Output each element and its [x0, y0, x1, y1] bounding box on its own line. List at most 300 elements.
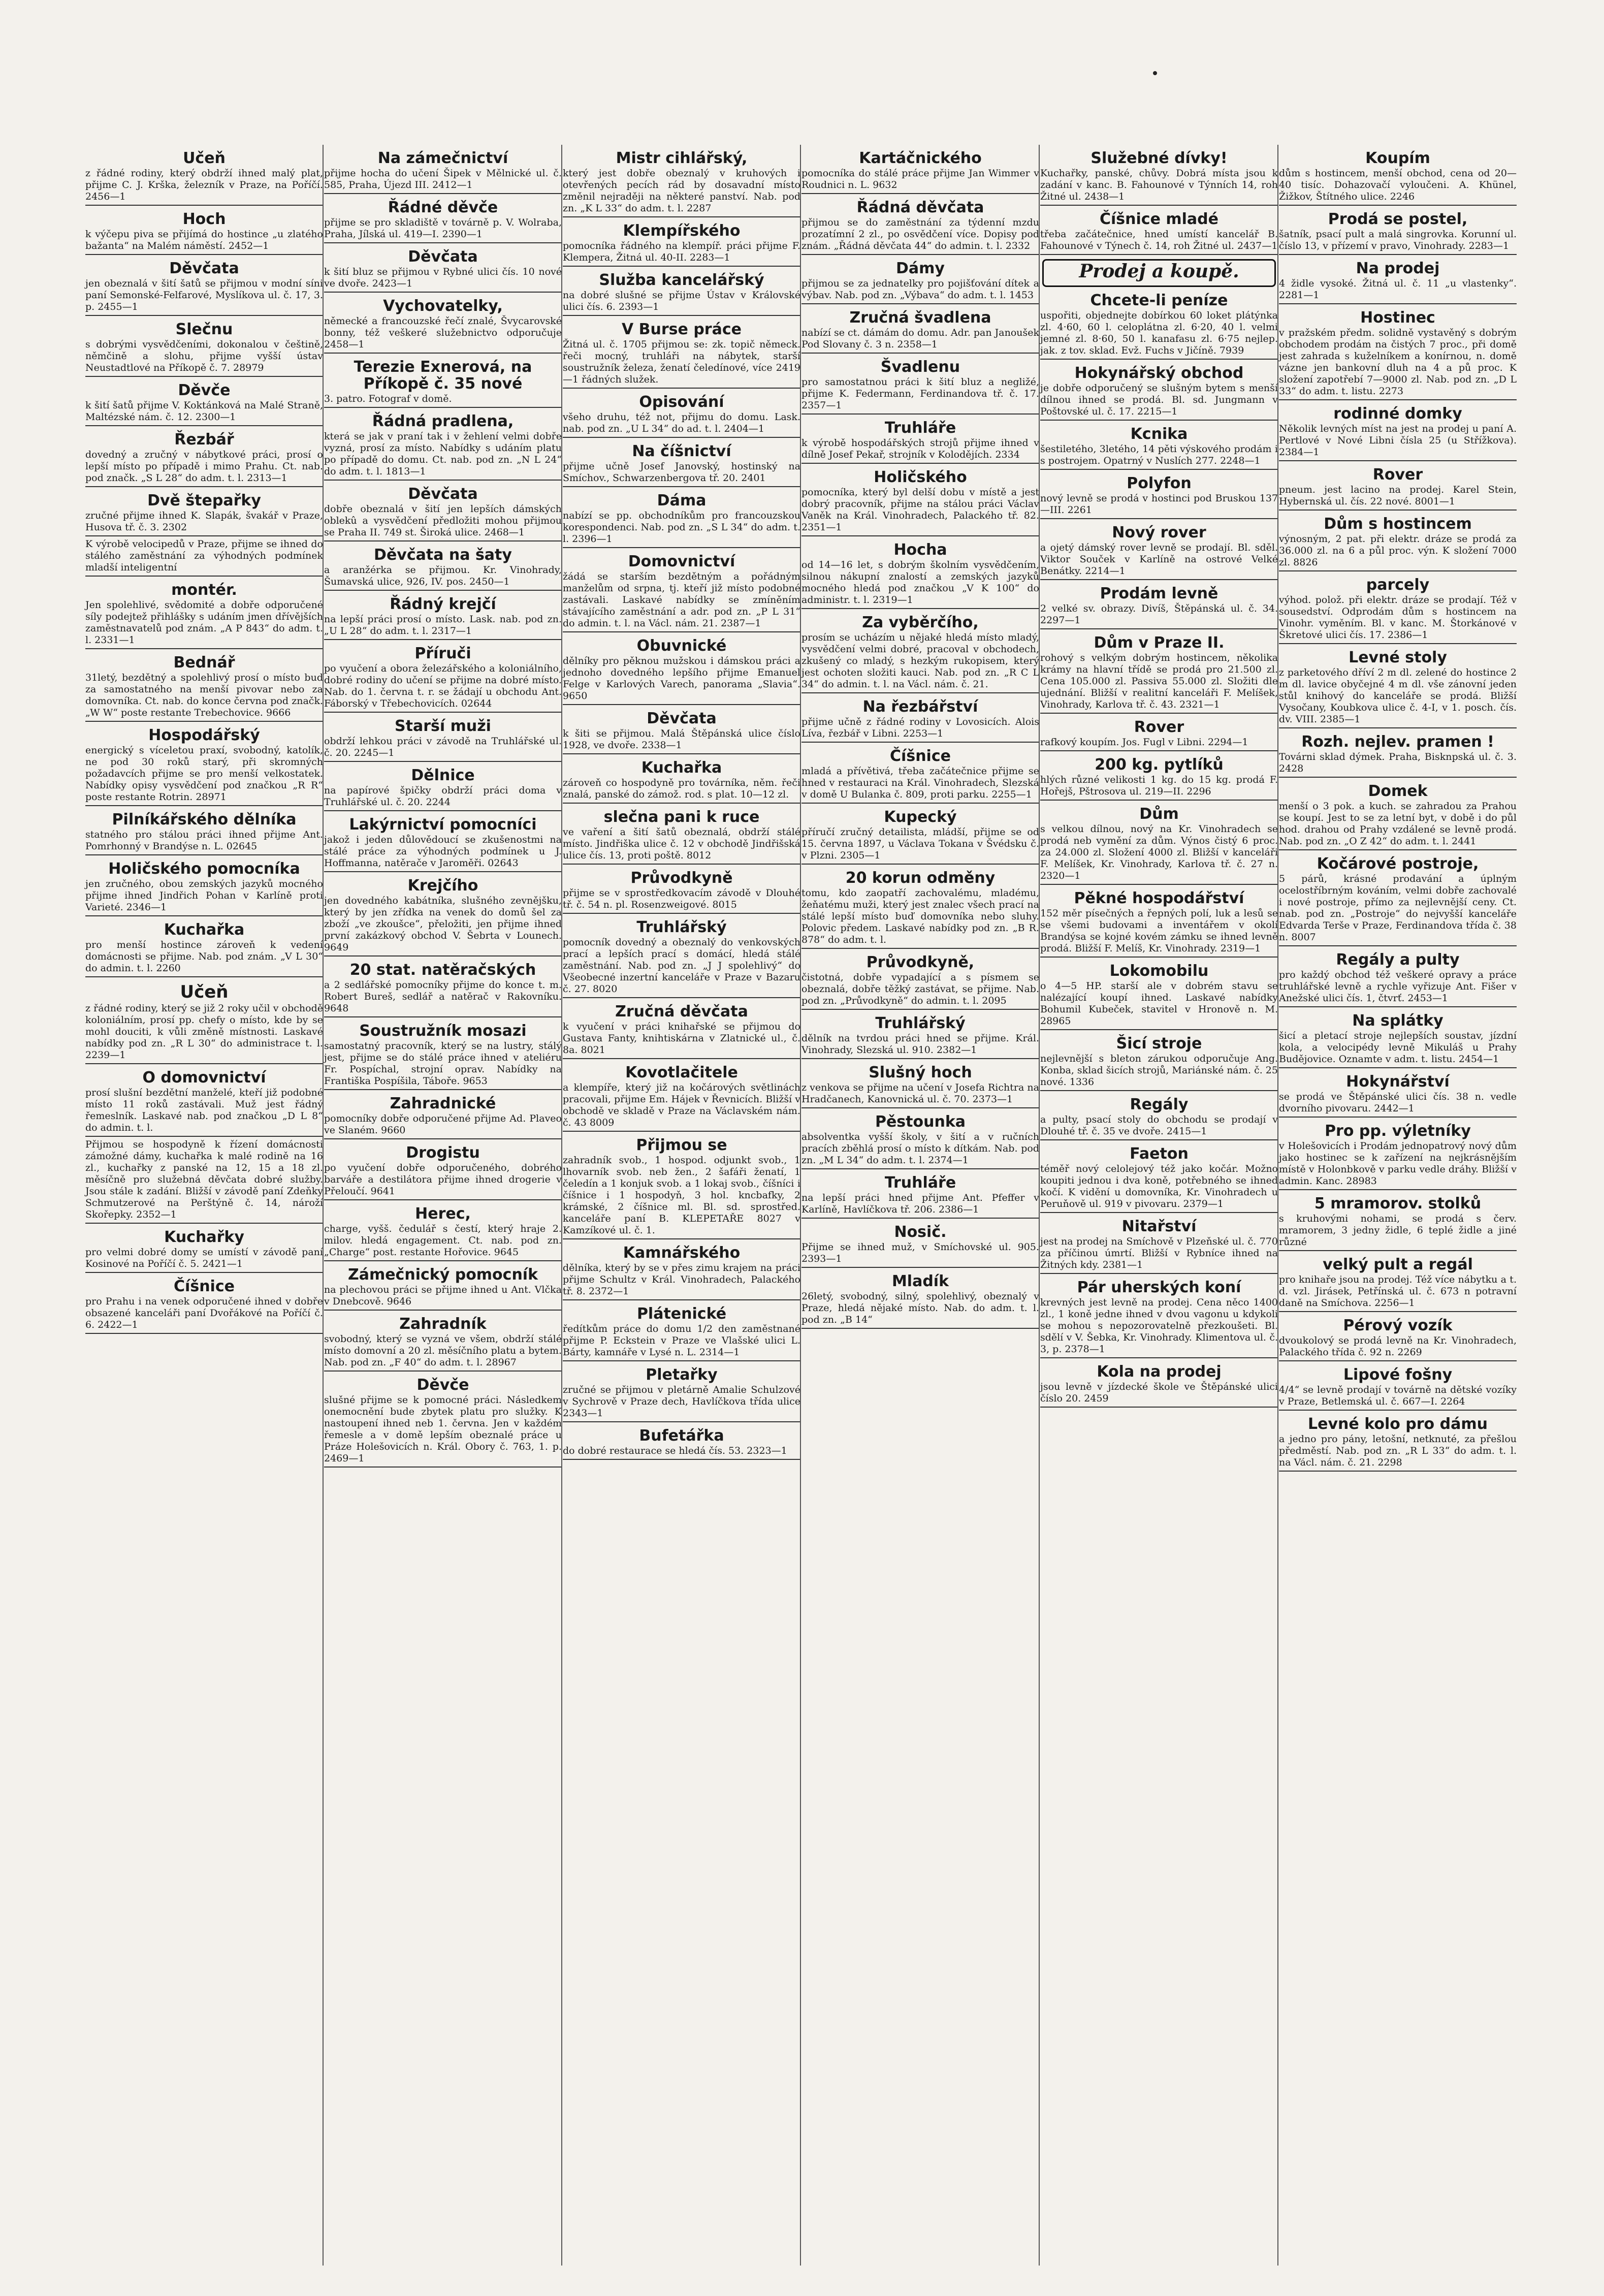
ad-heading: Učeň [180, 982, 229, 1002]
ad-heading: Levné kolo pro dámu [1308, 1415, 1488, 1433]
ad-body: na papírové špičky obdrží práci doma v Truhlářské ul. č. 20. 2244 [324, 785, 562, 808]
ad-divider [1040, 254, 1278, 255]
ad-heading: Bufetářka [639, 1427, 724, 1445]
ad-divider [801, 1058, 1039, 1059]
column-rule [800, 145, 801, 2266]
ad-heading: Číšnice [174, 1278, 235, 1295]
ad-body: 2 velké sv. obrazy. Divíš, Štěpánská ul. č. 34. 2297—1 [1040, 603, 1278, 626]
ad-body: a jedno pro pány, letošní, netknuté, za přešlou předměstí. Nab. pod zn. „R L 33“ do adm. t. l. na Václ. nám. č. 21. 2298 [1279, 1433, 1517, 1468]
ad-column-3 [563, 145, 800, 1462]
ad-divider [801, 193, 1039, 194]
ad-heading: Pěkné hospodářství [1074, 889, 1244, 907]
ad-divider [85, 721, 323, 722]
ad-divider [324, 480, 562, 481]
ad-divider [1040, 1029, 1278, 1030]
ad-divider [1279, 303, 1517, 304]
ad-divider [563, 753, 800, 754]
ad-divider [801, 1267, 1039, 1268]
ad-divider [324, 1260, 562, 1261]
ad-heading: Zručná děvčata [615, 1003, 748, 1021]
ad-divider [1040, 800, 1278, 801]
ad-heading: Prodám levně [1100, 585, 1218, 602]
ad-body: jsou levně v jízdecké škole ve Štěpánské ulici číslo 20. 2459 [1040, 1381, 1278, 1404]
ad-heading: Děvčata [647, 710, 717, 727]
ad-divider [85, 486, 323, 487]
ad-body: pro Prahu i na venek odporučené ihned v dobře obsazené kanceláři paní Dvořákové na Poříčí č. 6. 2422—1 [85, 1296, 323, 1330]
ad-divider [1040, 579, 1278, 580]
ad-divider [563, 315, 800, 316]
ad-heading: Kuchařky [164, 1228, 244, 1246]
ad-divider [1279, 509, 1517, 511]
ad-heading: Polyfon [1127, 474, 1192, 492]
ad-heading: Regály a pulty [1336, 951, 1460, 969]
ad-heading: Truhlářský [636, 918, 727, 936]
ad-divider [85, 425, 323, 426]
ad-column-6 [1279, 145, 1517, 1474]
ad-divider [563, 437, 800, 438]
ad-body: výhod. polož. při elektr. dráze se prodají. Též v sousedství. Odprodám dům s hostincem na Vinohr. vyměním. Bl. v kanc. M. Štorkánové v Škretové ulici čís. 17. 2386—1 [1279, 594, 1517, 641]
ad-divider [1279, 727, 1517, 728]
ad-divider [1279, 1311, 1517, 1312]
ad-body: energický s víceletou praxí, svobodný, katolík, ne pod 30 roků starý, při skromných požadavcích přijme se pro menší velkostatek. Nabídky opisy vysvědčení pod značkou „R R“ poste restante Rotrin. 28971 [85, 745, 323, 803]
ad-heading: 20 stat. natěračských [349, 961, 536, 979]
ad-divider [85, 1333, 323, 1334]
ad-heading: Přijmou se [636, 1136, 727, 1154]
ad-body: 4/4“ se levně prodají v továrně na dětské vozíky v Praze, Betlemská ul. č. 667—I. 2264 [1279, 1384, 1517, 1407]
ad-divider [563, 803, 800, 804]
ad-divider [85, 315, 323, 316]
ad-heading: Zámečnický pomocník [347, 1266, 538, 1284]
ad-heading: Koupím [1365, 149, 1430, 167]
ad-divider [1040, 420, 1278, 421]
ad-heading: Holičského [874, 468, 967, 486]
ad-heading: Na řezbářství [862, 698, 978, 716]
ad-divider [563, 997, 800, 998]
ad-body: menší o 3 pok. a kuch. se zahradou za Prahou se koupí. Jest to se za letní byt, v době i do půl hod. drahou od Prahy vzdálené se levně prodá. Nab. pod zn. „O Z 42“ do adm. t. l. 2441 [1279, 801, 1517, 847]
ad-body: jen dovedného kabátníka, slušného zevnějšku, který by jen zřídka na venek do domů šel za zboží „ve zkoušce“, přeložiti, jen přijme ihned první zakázkový obchod V. Šebrta v Lounech. 9649 [324, 895, 562, 953]
ad-divider [563, 1238, 800, 1239]
ad-heading: 200 kg. pytlíků [1095, 756, 1224, 774]
ad-divider [324, 1016, 562, 1017]
ad-body: Továrni sklad dýmek. Praha, Bisknpská ul. č. 3. 2428 [1279, 751, 1517, 774]
ad-body: rohový s velkým dobrým hostincem, několika krámy na hlavní třídě se prodá pro 21.500 zl. Cena 105.000 zl. Passiva 55.000 zl. Složiti dle ujednání. Bližší v realitní kanceláři F. Melíšek, Vinohrady, Karlova tř. č. 43. 2321—1 [1040, 652, 1278, 710]
ad-body: zručné se přijmou v pletárně Amalie Schulzové v Sychrově v Praze dech, Havlíčkova třída ulice 2343—1 [563, 1384, 800, 1419]
ad-divider [324, 871, 562, 872]
ad-divider [801, 1218, 1039, 1219]
ad-divider [563, 1299, 800, 1300]
ad-heading: Dělnice [411, 767, 475, 784]
ad-divider [85, 648, 323, 649]
ad-heading: Rozh. nejlev. pramen ! [1301, 733, 1494, 751]
ad-heading: O domovnictví [142, 1069, 266, 1087]
ad-heading: Obuvnické [636, 637, 727, 655]
ad-heading: Kola na prodej [1097, 1363, 1222, 1381]
ad-divider [1040, 205, 1278, 206]
ad-body: všeho druhu, též not, přijmu do domu. Lask. nab. pod zn. „U L 34“ do ad. t. l. 2404—1 [563, 411, 800, 434]
ad-body: Přijme se ihned muž, v Smíchovské ul. 905. 2393—1 [801, 1241, 1039, 1264]
ad-body: Jen spolehlivé, svědomité a dobře odporučené síly podejtež přihlášky s udáním jmen dřívějších zaměstnavatelů pod znám. „A P 843“ do adm. t. l. 2331—1 [85, 599, 323, 646]
ad-divider [801, 1107, 1039, 1108]
ad-heading: Zahradník [399, 1315, 487, 1333]
ad-body: Žitná ul. č. 1705 přijmou se: zk. topič německ. řeči mocný, truhláři na nábytek, starší soustružník železa, ženatí čeledínové, více 2419—1 řádných služek. [563, 339, 800, 385]
ad-divider [1040, 956, 1278, 958]
ad-heading: Dům v Praze II. [1094, 634, 1225, 652]
ad-body: pro menší hostince zároveň k vedení domácnosti se přijme. Nab. pod znám. „V L 30“ do admin. t. l. 2260 [85, 939, 323, 974]
ad-body: absolventka vyšší školy, v šití a v ručních pracích zběhlá prosí o místo k dítkám. Nab. pod zn. „M L 34“ do adm. t. l. 2374—1 [801, 1131, 1039, 1166]
ad-body: a klempíře, který již na kočárových světlinách pracovali, přijme Em. Hájek v Řevnicích. Bližší v obchodě ve skladě v Praze na Václavském nám. č. 43 8009 [563, 1082, 800, 1128]
ad-divider [1040, 713, 1278, 714]
ad-heading: Průvodkyně, [866, 953, 975, 971]
ad-body: 4 židle vysoké. Žitná ul. č. 11 „u vlastenky“. 2281—1 [1279, 278, 1517, 301]
ad-divider [563, 266, 800, 267]
ad-heading: Děvče [416, 1376, 469, 1394]
ad-divider [801, 535, 1039, 536]
ad-heading: Holičského pomocníka [108, 860, 300, 878]
ad-divider [563, 913, 800, 914]
ad-heading: Dámy [896, 260, 945, 277]
ad-body: nabízí se pp. obchodníkům pro francouzskou korespondenci. Nab. pod zn. „S L 34“ do adm. t. l. 2396—1 [563, 510, 800, 545]
ad-divider [563, 704, 800, 705]
ad-divider [801, 803, 1039, 804]
ad-heading: Kovotlačitele [625, 1064, 738, 1081]
ad-heading: Kuchařka [164, 921, 245, 939]
ad-divider [324, 540, 562, 541]
ad-heading: Drogistu [406, 1144, 480, 1162]
ad-divider [801, 864, 1039, 865]
ad-body: a ojetý dámský rover levně se prodají. Bl. sděl. Viktor Souček v Karlíně na ostrové Velké Benátky. 2214—1 [1040, 542, 1278, 577]
ad-divider [563, 547, 800, 548]
ad-divider [801, 1328, 1039, 1329]
ad-heading: Příruči [414, 645, 471, 662]
ad-divider [801, 1009, 1039, 1010]
ad-body: hlých různé velikosti 1 kg. do 15 kg. prodá F. Hořejš, Pštrosova ul. 219—II. 2296 [1040, 774, 1278, 797]
ad-heading: Řádné děvče [388, 199, 498, 216]
ad-body: dobře obeznalá v šití jen lepších dámských oblekû a vysvědčení předložiti mohou přijmou se Praha II. 749 st. Široká ulice. 2468—1 [324, 503, 562, 538]
ad-heading: Truhláře [884, 419, 956, 437]
print-speck [1153, 71, 1157, 75]
ad-body: která se jak v praní tak i v žehlení velmi dobře vyzná, prosí za místo. Nabídky s udáním platu po případě do domu. Ct. nab. pod zn. „N L 24“ do adm. t. l. 1813—1 [324, 431, 562, 477]
ad-divider [324, 1370, 562, 1372]
ad-divider [1040, 1139, 1278, 1140]
ad-body: a aranžérka se přijmou. Kr. Vinohrady, Šumavská ulice, 926, IV. pos. 2450—1 [324, 564, 562, 587]
ad-heading: Řezbář [174, 431, 234, 449]
ad-body: s dobrými vysvědčeními, dokonalou v češtině, němčině a slohu, přijme vyšší ústav Neustadtlové na Příkopě č. 7. 28979 [85, 339, 323, 373]
ad-body: tomu, kdo zaopatří zachovalému, mladému, žeňatému muži, který jest znalec všech prací na stálé lepší místo buď domovníka nebo sluhy. Polovic předem. Laskavé nabídky pod zn. „B R. 878“ do adm. t. l. [801, 887, 1039, 945]
ad-heading: Za vyběrčího, [862, 614, 979, 631]
ad-heading: Kuchařka [641, 759, 722, 777]
ad-divider [1040, 1212, 1278, 1213]
ad-heading: Terezie Exnerová, na Příkopě č. 35 nové [354, 358, 532, 393]
ad-body: třeba začátečnice, hned umístí kancelář B. Fahounové v Týnech č. 14, roh Žitné ul. 2437—1 [1040, 229, 1278, 251]
ad-divider [801, 742, 1039, 743]
ad-divider [1279, 945, 1517, 946]
ad-heading: Na číšnictví [632, 442, 731, 460]
ad-heading: Číšnice mladé [1100, 210, 1218, 228]
ad-divider [801, 1168, 1039, 1169]
ad-heading: Na zámečnictví [377, 149, 508, 167]
ad-body: na lepší práci prosí o místo. Lask. nab. pod zn. „U L 28“ do adm. t. l. 2317—1 [324, 614, 562, 636]
ad-body: který jest dobře obeznalý v kruhových i otevřených pecích rád by dosavadní místo změnil nejraději na některé panství. Nab. pod zn. „K L 33“ do adm. t. l. 2287 [563, 168, 800, 214]
ad-body: statného pro stálou práci ihned přijme Ant. Pomrhonný v Brandýse n. L. 02645 [85, 829, 323, 852]
ad-body: mladá a přívětivá, třeba začátečnice přijme se hned v restauraci na Král. Vinohradech, Slezská v domě U Bulanka č. 809, proti parku. 2255—1 [801, 766, 1039, 800]
ad-divider [1040, 1357, 1278, 1358]
section-banner-label: Prodej a koupě. [1079, 261, 1239, 282]
ad-heading: Kupecký [884, 808, 957, 826]
ad-divider [1279, 570, 1517, 571]
ad-body: čistotná, dobře vypadající a s písmem se obeznalá, dobře těžký zastávat, se přijme. Nab. pod zn. „Průvodkyně“ do admin. t. l. 2095 [801, 972, 1039, 1006]
ad-divider [1279, 1067, 1517, 1068]
ad-body: jest na prodej na Smíchově v Plzeňské ul. č. 770 za příčinou úmrtí. Bližší v Rybníce ihned na Žitných kdy. 2381—1 [1040, 1236, 1278, 1270]
ad-divider [1279, 777, 1517, 778]
ad-divider [1279, 849, 1517, 850]
ad-heading: Na prodej [1356, 260, 1440, 277]
ad-heading: Rover [1372, 466, 1423, 484]
ad-body: pomocníka řádného na klempíř. práci přijme F. Klempera, Žitná ul. 40-II. 2283—1 [563, 240, 800, 263]
ad-divider [85, 1272, 323, 1273]
ad-heading: Herec, [415, 1205, 471, 1223]
ad-heading: Dvě štepařky [147, 492, 261, 509]
ad-divider [324, 1138, 562, 1139]
ad-body: krevných jest levně na prodej. Cena něco 1400 zl., 1 koně jedne ihned v dvou vagonu u kdykoli se mohou s nepozorovatelně přezkoušeti. Bl. sdělí v V. Šebka, Kr. Vinohrady. Klimentova ul. č. 3, p. 2378—1 [1040, 1297, 1278, 1355]
ad-heading: Truhláře [884, 1174, 956, 1192]
ad-divider [1279, 643, 1517, 644]
ad-heading: Vychovatelky, [383, 297, 503, 315]
ad-divider [1040, 1090, 1278, 1091]
ad-heading: Dům s hostincem [1324, 515, 1472, 533]
ad-heading: velký pult a regál [1323, 1256, 1473, 1273]
ad-body: nabízí se ct. dámám do domu. Adr. pan Janoušek Pod Slovany č. 3 n. 2358—1 [801, 327, 1039, 350]
ad-divider [324, 1310, 562, 1311]
ad-heading: Regály [1130, 1096, 1189, 1113]
ad-body: německé a francouzské řečí znalé, Švycarovské bonny, též veškeré služebnictvo odporučuje 2458—1 [324, 315, 562, 350]
ad-body: téměř nový celolejový též jako kočár. Možno koupiti jednou i dva koně, potřebného se ihned kočí. K vidění u domovníka, Kr. Vinohradech u Peruňově ul. 919 v pivovaru. 2379—1 [1040, 1163, 1278, 1209]
ad-divider [324, 1089, 562, 1090]
column-rule [323, 145, 324, 2266]
section-banner [1042, 259, 1276, 287]
ad-body: dovedný a zručný v nábytkové práci, prosí o lepší místo po případě i mimo Prahu. Ct. nab. pod značk. „S L 28“ do adm. t. l. 2313—1 [85, 449, 323, 484]
ad-heading: Starší muži [395, 717, 491, 735]
ad-body: o 4—5 HP. starší ale v dobrém stavu se nalézající koupí ihned. Laskavé nabídky Bohumil Kubeček, stavitel v Hronově n. M. 28965 [1040, 980, 1278, 1027]
ad-divider [85, 205, 323, 206]
ad-divider [1040, 518, 1278, 519]
ad-body: šestiletého, 3letého, 14 pěti výskového prodám i s postrojem. Opatrný v Nuslích 277. 2248—1 [1040, 443, 1278, 466]
ad-divider [1040, 628, 1278, 629]
ad-body: šatník, psací pult a malá singrovka. Korunní ul. číslo 13, v přízemí v pravo, Vinohrady. 2283—1 [1279, 229, 1517, 251]
ad-divider [563, 1459, 800, 1460]
ad-divider [801, 608, 1039, 609]
ad-divider [1040, 359, 1278, 360]
ad-heading: Na splátky [1352, 1012, 1443, 1030]
ad-heading: Lipové fošny [1343, 1366, 1453, 1384]
ad-body: k výrobě hospodářských strojů přijme ihned v dílně Josef Pekař, strojník v Kolodějích. 2334 [801, 437, 1039, 460]
ad-body: ředítkům práce do domu 1/2 den zaměstnané přijme P. Eckstein v Praze ve Vlašské ulici L. Bárty, kamnáře v Lysé n. L. 2314—1 [563, 1323, 800, 1358]
ad-body: slušné přijme se k pomocné práci. Následkem onemocnění bude zbytek platu pro služky. K nastoupení ihned neb 1. června. Jen v každém řemesle a v domě lepším obeznalé práce u Práze Holešovicích n. Král. Obory č. 763, 1. p. 2469—1 [324, 1394, 562, 1464]
ad-divider [801, 353, 1039, 354]
ad-body: jakož i jeden důlovědoucí se zkušenostmi na stálé práce za výhodných podmínek u J. Hoffmanna, natěrače v Jaroměři. 02643 [324, 834, 562, 869]
ad-heading: Lakýrnictví pomocníci [349, 816, 537, 834]
ad-divider [324, 242, 562, 243]
ad-heading: Levné stoly [1349, 649, 1447, 666]
ad-body: pomocník dovedný a obeznalý do venkovských prací a lepších prací s domácí, hledá stálé zaměstnání. Nab. pod zn. „J J spolehlivý“ do Všeobecné inzertní kanceláře v Praze v Bazaru č. 27. 8020 [563, 937, 800, 995]
ad-body: k šiti se přijmou. Malá Štěpánská ulice číslo 1928, ve dvoře. 2338—1 [563, 728, 800, 751]
ad-body: dělníky pro pěknou mužskou i dámskou práci a jednoho dovedného lepšího přijme Emanuel Felge v Karlových Varech, panorama „Slavia“. 9650 [563, 655, 800, 701]
ad-divider [85, 1063, 323, 1064]
ad-heading: Průvodkyně [630, 869, 733, 887]
ad-column-5 [1040, 145, 1278, 1410]
ad-divider [324, 193, 562, 194]
ad-heading: Hocha [893, 541, 947, 559]
column-rule [1277, 145, 1278, 2266]
ad-heading: Šicí stroje [1116, 1035, 1202, 1053]
ad-body: prosí slušní bezdětní manželé, kteří již podobné místo 11 roků zastávali. Muž jest řádný řemeslník. Laskavé nab. pod značkou „D L 8“ do admin. t. l. [85, 1087, 323, 1133]
ad-divider [85, 854, 323, 855]
ad-body: přijme se pro skladiště v továrně p. V. Wolraba, Praha, Jílská ul. 419—I. 2390—1 [324, 217, 562, 240]
ad-heading: Kartáčnického [859, 149, 982, 167]
ad-body: k šití šatů přijme V. Koktánková na Malé Straně, Maltézské nám. č. 12. 2300—1 [85, 400, 323, 423]
ad-body: zručné přijme ihned K. Slapák, švakář v Praze, Husova tř. č. 3. 2302 [85, 510, 323, 533]
ad-heading: Mladík [891, 1272, 949, 1290]
ad-divider [324, 761, 562, 762]
ad-body: s velkou dílnou, nový na Kr. Vinohradech se prodá neb vymění za dům. Výnos čistý 6 proc. za 24.000 zl. Složení 4000 zl. Bližší v kanceláři F. Melíšek, Kr. Vinohrady, Karlova tř. č. 27 n. 2320—1 [1040, 823, 1278, 881]
ad-body: přijme se v sprostředkovacím závodě v Dlouhé tř. č. 54 n. pl. Rosenzweigové. 8015 [563, 887, 800, 910]
ad-heading: parcely [1366, 576, 1430, 594]
ad-body: pro každý obchod též veškeré opravy a práce truhlářské levně a rychle vyřizuje Ant. Fišer v Anežské ulici čís. 1, čtvrť. 2453—1 [1279, 969, 1517, 1004]
ad-divider [1279, 1250, 1517, 1251]
ad-body: Několik levných míst na jest na prodej u paní A. Pertlové v Nové Libni čísla 25 (u Střížkova). 2384—1 [1279, 423, 1517, 458]
ad-body: přijmou se za jednatelky pro pojišťování dítek a výbav. Nab. pod zn. „Výbava“ do adm. t. l. 1453 [801, 278, 1039, 301]
ad-heading: Číšnice [890, 747, 951, 765]
ad-body: 3. patro. Fotograf v domě. [324, 393, 452, 404]
ad-divider [1279, 1006, 1517, 1007]
ad-heading: Kamnářského [623, 1244, 741, 1262]
ad-divider [85, 376, 323, 377]
ad-heading: Nitařství [1121, 1218, 1197, 1235]
ad-body: uspořiti, objednejte dobírkou 60 loket plátýnka zl. 4·60, 60 l. celoplátna zl. 6·20, 40 l. velmi jemné zl. 8·60, 50 l. kanafasu zl. 6·75 nejlep. jak. z tov. sklad. Evž. Fuchs v Jičíně. 7939 [1040, 310, 1278, 356]
ad-heading: Plátenické [636, 1305, 727, 1323]
column-rule [561, 145, 562, 2266]
ad-heading: Klempířského [623, 222, 741, 240]
ad-heading: rodinné domky [1333, 405, 1462, 423]
ad-heading: Rover [1134, 718, 1184, 736]
ad-divider [85, 576, 323, 577]
ad-heading: Hostinec [1360, 309, 1435, 327]
ad-body: K výrobě velocipedů v Praze, přijme se ihned do stálého zaměstnání za výhodných podmínek mladší inteligentní [85, 538, 323, 573]
ad-divider [801, 692, 1039, 693]
ad-body: na plechovou práci se přijme ihned u Ant. Vlčka v Dnebcově. 9646 [324, 1284, 562, 1307]
ad-heading: Řádný krejčí [390, 595, 496, 613]
ad-heading: montér. [171, 581, 237, 599]
ad-body: ve vaření a šití šatů obeznalá, obdrží stálé místo. Jindřiška ulice č. 12 v obchodě Jindřišská ulice čís. 13, proti poště. 8012 [563, 826, 800, 861]
ad-body: pomocníky dobře odporučené přijme Ad. Plaveo ve Slaném. 9660 [324, 1113, 562, 1136]
ad-heading: Domovnictví [628, 553, 735, 570]
ad-heading: Opisování [639, 393, 724, 411]
ad-heading: Krejčího [407, 877, 478, 895]
ad-heading: Učeň [183, 149, 226, 167]
ad-body: a 2 sedlářské pomocníky přijme do konce t. m. Robert Bureš, sedlář a natěrač v Rakovníku. 9648 [324, 979, 562, 1014]
ad-body: z řádné rodiny, který se již 2 roky učil v obchodě koloniálním, prosí pp. chefy o místo, kde by se mohl douciti, k vůli změně místnosti. Laskavé nabídky pod zn. „R L 30“ do administrace t. l. 2239—1 [85, 1003, 323, 1061]
ad-heading: Kočárové postroje, [1317, 855, 1479, 873]
ad-divider [85, 254, 323, 255]
ad-body: zároveň co hospodyně pro továrníka, něm. řeči znalá, panské do zámož. rod. s plat. 10—12 zl. [563, 777, 800, 800]
ad-body: do dobré restaurace se hledá čís. 53. 2323—1 [563, 1445, 787, 1456]
ad-body: svobodný, který se vyzná ve všem, obdrží stálé místo domovní a 20 zl. měsíčního platu a bytem. Nab. pod zn. „F 40“ do adm. t. l. 28967 [324, 1333, 562, 1368]
ad-body: dělníka, který by se v přes zimu krajem na práci přijme Schultz v Král. Vinohradech, Palackého tř. 8. 2372—1 [563, 1262, 800, 1297]
ad-body: jen zručného, obou zemských jazyků mocného přijme ihned Jindřich Pohan v Karlíně proti Varieté. 2346—1 [85, 878, 323, 913]
ad-body: prosím se ucházím u nějaké hledá místo mladý, vysvědčení velmi dobré, pracoval v obchodech, zkušený co mladý, s hezkým rukopisem, který jest ochoten složiti kauci. Nab. pod zn. „R C L 34“ do admin. t. l. na Václ. nám. č. 21. [801, 632, 1039, 690]
ad-heading: Kcnika [1130, 425, 1188, 443]
ad-heading: Domek [1368, 782, 1428, 800]
ad-divider [1279, 254, 1517, 255]
ad-divider [1279, 205, 1517, 206]
ad-body: z venkova se přijme na učení v Josefa Richtra na Hradčanech, Kanovnická ul. č. 70. 2373—1 [801, 1082, 1039, 1105]
ad-body: pomocníka do stálé práce přijme Jan Wimmer v Roudnici n. L. 9632 [801, 168, 1039, 190]
ad-body: s kruhovými nohami, se prodá s červ. mramorem, 3 jedny židle, 6 teplé židle a jiné různé [1279, 1213, 1517, 1248]
ad-heading: Pilníkářského dělníka [112, 811, 297, 828]
ad-body: pro velmi dobré domy se umístí v závodě paní Kosinové na Poříčí č. 5. 2421—1 [85, 1247, 323, 1269]
ad-divider [1279, 1360, 1517, 1361]
ad-divider [1279, 399, 1517, 400]
ad-divider [85, 976, 323, 977]
ad-column-2 [324, 145, 562, 1470]
ad-body: po vyučení a obora železářského a koloniálního, dobré rodiny do učení se přijme na dobré místo. Nab. do 1. června t. r. se žádají u obchodu Ant. Fáborský v Třebechovicích. 02644 [324, 663, 562, 709]
ad-body: jen obeznalá v šití šatů se přijmou v modní síni paní Semonské-Felfarové, Myslíkova ul. č. 17, 3. p. 2455—1 [85, 278, 323, 312]
ad-divider [1040, 469, 1278, 470]
ad-heading: Zručná švadlena [849, 309, 991, 327]
ad-heading: Pár uherských koní [1077, 1279, 1241, 1296]
ad-heading: Děvčata [408, 485, 478, 503]
ad-body: pro samostatnou práci k šití bluz a negližé, přijme K. Federmann, Ferdinandova tř. č. 17. 2357—1 [801, 376, 1039, 411]
ad-heading: Hoch [182, 210, 226, 228]
ad-body: přijme učně z řádné rodiny v Lovosicích. Alois Líva, řezbář v Libni. 2253—1 [801, 716, 1039, 739]
ad-heading: Slušný hoch [869, 1064, 972, 1081]
ad-body: rafkový koupím. Jos. Fugl v Libni. 2294—1 [1040, 737, 1248, 748]
ad-heading: Bednář [173, 654, 235, 672]
ad-divider [1040, 1407, 1278, 1408]
ad-body: dům s hostincem, menší obchod, cena od 20—40 tisíc. Dohazovačí vyloučeni. A. Khünel, Žižkov, Štítného ulice. 2246 [1279, 168, 1517, 202]
ad-divider [324, 292, 562, 293]
ad-heading: Pěstounka [875, 1113, 966, 1131]
ad-heading: Truhlářský [875, 1014, 966, 1032]
ad-divider [1040, 750, 1278, 751]
ad-divider [1279, 1471, 1517, 1472]
ad-body: na lepší práci hned přijme Ant. Pfeffer v Karlíně, Havlíčkova tř. 206. 2386—1 [801, 1192, 1039, 1215]
ad-body: nejlevnější s bleton zárukou odporučuje Ang. Konba, sklad šicích strojů, Mariánské nám. č. 25 nové. 1336 [1040, 1053, 1278, 1088]
ad-heading: 5 mramorov. stolků [1314, 1195, 1482, 1213]
ad-body: přijmou se do zaměstnání za týdenní mzdu prozatímní 2 zl., po osvědčení více. Dopisy pod znám. „Řádná děvčata 44“ do admin. t. l. 2332 [801, 217, 1039, 251]
ad-body: přijme učně Josef Janovský, hostinský na Smíchov., Schwarzenbergova tř. 20. 2401 [563, 461, 800, 484]
ad-body: dvoukolový se prodá levně na Kr. Vinohradech, Palackého třída č. 92 n. 2269 [1279, 1335, 1517, 1358]
ad-body: je dobře odporučený se slušným bytem s menší dílnou ihned se prodá. Bl. sd. Jungmann v Poštovské ul. č. 17. 2215—1 [1040, 382, 1278, 417]
ad-divider [801, 948, 1039, 949]
ad-body: nový levně se prodá v hostinci pod Bruskou 137—III. 2261 [1040, 493, 1278, 516]
ad-column-4 [801, 145, 1039, 1331]
ad-divider [324, 1199, 562, 1200]
ad-heading: Hospodářský [148, 726, 260, 744]
ad-divider [563, 864, 800, 865]
ad-divider [324, 639, 562, 640]
column-rule [1039, 145, 1040, 2266]
ad-divider [85, 535, 323, 536]
ad-divider [563, 486, 800, 487]
ad-divider [1040, 884, 1278, 885]
ad-heading: Pro pp. výletníky [1325, 1122, 1471, 1140]
ad-body: příručí zručný detailista, mládší, přijme se od 15. června 1897, u Václava Tokana v Švédsku č. v Plzni. 2305—1 [801, 826, 1039, 861]
ad-divider [801, 303, 1039, 304]
ad-body: 26letý, svobodný, silný, spolehlivý, obeznalý v Praze, hledá nějaké místo. Nab. do adm. t. l. pod zn. „B 14“ [801, 1291, 1039, 1325]
ad-divider [563, 1131, 800, 1132]
ad-divider [85, 805, 323, 806]
ad-divider [563, 1421, 800, 1422]
